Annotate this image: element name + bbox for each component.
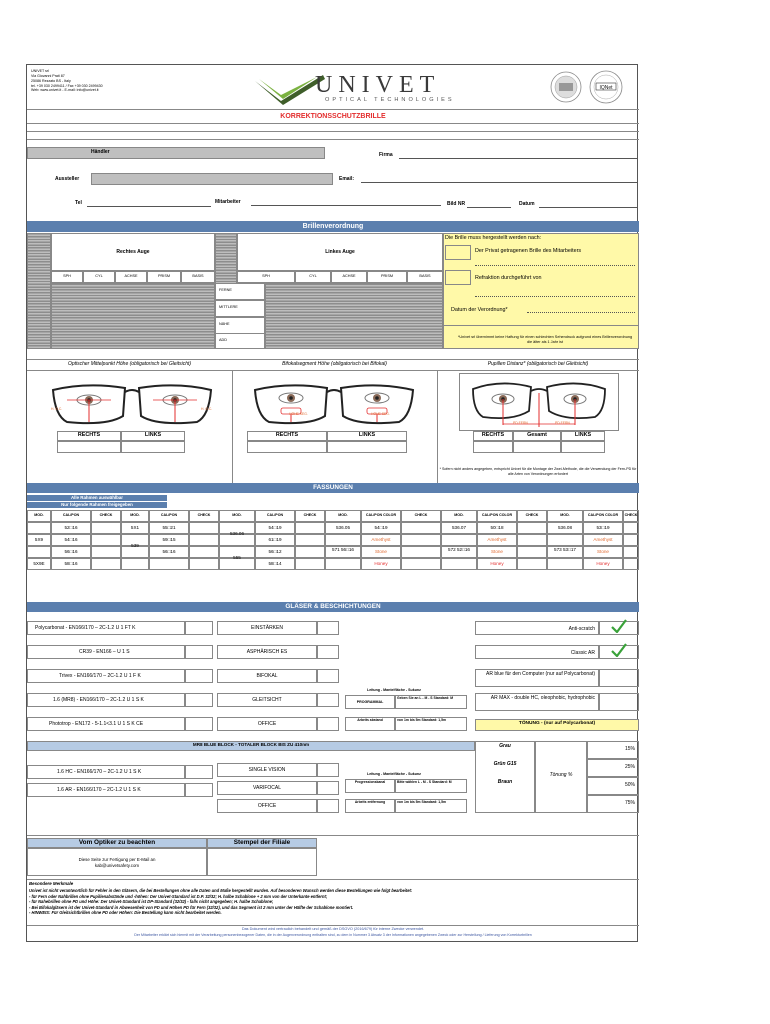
haendler-label: Händler — [91, 149, 110, 155]
frame-check-cell[interactable] — [517, 522, 547, 534]
frames-note-only: Nur folgende Rahmen freigegeben — [27, 502, 167, 508]
company-address — [31, 69, 171, 93]
frame-check-cell[interactable] — [517, 558, 547, 570]
lens-material-check[interactable] — [185, 621, 213, 635]
datum-field[interactable] — [539, 207, 637, 208]
mr8-material-check[interactable] — [185, 765, 213, 779]
frame-check-cell[interactable] — [91, 522, 121, 534]
frames-header: FASSUNGEN — [27, 483, 639, 493]
mitarbeiter-field[interactable] — [251, 205, 441, 206]
frames-col-label: CAL/PON — [62, 513, 80, 517]
checkmark-icon — [611, 643, 627, 657]
option-private-label: Der Privat getragenen Brille des Mitarbeiters — [475, 248, 582, 254]
frame-check-cell[interactable] — [189, 534, 219, 546]
frame-model: 573 53□17 — [554, 547, 576, 552]
bild-nr-field[interactable] — [467, 207, 511, 208]
rx-right-col-label: BASIS — [192, 274, 204, 278]
tint-header: TÖNUNG - (nur auf Polycarbonat) — [518, 721, 596, 726]
form-title: KORREKTIONSSCHUTZBRILLE — [280, 113, 386, 120]
frame-size: 58□14 — [268, 561, 282, 566]
rx-right-col-label: SPH — [63, 274, 71, 278]
frame-size: 56□12 — [268, 549, 282, 554]
optical-center-label: Optischer Mittelpunkt Höhe (obligatorisch bei Gleitsicht) — [67, 361, 192, 367]
frame-size: 61□19 — [268, 537, 282, 542]
prog2-label: Progressionskanal — [354, 780, 386, 784]
bifocal-glasses-icon — [249, 380, 419, 428]
frames-col-label: MOD. — [454, 513, 464, 517]
tel-label: Tel — [75, 200, 82, 206]
frame-cell — [27, 522, 51, 534]
frames-col-label: CHECK — [99, 513, 113, 517]
frames-col-label: CAL/PON COLOR — [587, 513, 619, 517]
frames-col-label: CAL/PON — [160, 513, 178, 517]
privacy-1: Das Dokument wird vertraulich behandelt und gemäß der DSGVO (2016/679) für interne Zwecke verwendet. — [241, 927, 425, 931]
aussteller-label: Aussteller — [55, 176, 80, 182]
frame-model: 5X9E — [33, 561, 45, 566]
frame-size: 54□16 — [64, 537, 78, 542]
oc-right-value[interactable] — [57, 441, 121, 453]
pd-left-label: LINKS — [574, 432, 592, 438]
frame-check-cell[interactable] — [91, 534, 121, 546]
frame-size: 54□19 — [268, 525, 282, 530]
frame-color: Stone — [490, 549, 503, 554]
prog2-opts: Bitte wählen L - M - S Standard: M — [397, 780, 452, 784]
lens-material-check[interactable] — [185, 717, 213, 731]
coating-check[interactable] — [599, 693, 639, 711]
special-line: - Bei Bifokalgläsern ist der Univet-Standard in Abwesenheit von PD und Höhen PD für Fern (32/32), und das Segment ist 2 mm unter der Hälfte der Schablone montiert. — [29, 904, 354, 910]
rx-left-col-label: PRISM — [380, 274, 394, 278]
haendler-field[interactable] — [27, 147, 325, 159]
tint-name: Grün G15 — [493, 761, 517, 767]
special-line: Univet ist nicht verantwortlich für Fehler in den Gläsern, die bei Bestellungen ohne alle Daten und Maße hergestellt wurden. Auf besonderen Wunsch werden diese Bestellungen wie folgt bearbeitet: — [29, 888, 413, 893]
order-form — [26, 64, 638, 942]
tint-pct-value: 25% — [624, 764, 635, 770]
rx-right-col-label: ACHSE — [124, 274, 138, 278]
email-field[interactable] — [361, 182, 637, 183]
lens-type-label: EINSTÄRKEN — [251, 625, 283, 631]
optiker-note: Diese Seite zur Fertigung per E-Mail an kab@univetsafety.com — [78, 857, 156, 868]
frame-model: 555 — [233, 555, 241, 560]
frame-check-cell[interactable] — [295, 522, 325, 534]
stamp-area[interactable] — [207, 848, 317, 876]
frame-model: 536.08 — [557, 525, 573, 530]
pd-right-label: RECHTS — [481, 432, 505, 438]
stempel-label: Stempel der Filiale — [233, 839, 291, 846]
tel-field[interactable] — [87, 206, 211, 207]
lens-material-check[interactable] — [185, 669, 213, 683]
lens-type-check[interactable] — [317, 717, 339, 731]
lens-type-check[interactable] — [317, 645, 339, 659]
frame-model: 536.06 — [229, 531, 245, 536]
lens-material-label: CR39 - EN166 – U 1 S — [79, 649, 130, 655]
rx-left-col-label: BASIS — [419, 274, 431, 278]
frames-col-label: CHECK — [624, 513, 638, 517]
frame-check-cell[interactable] — [623, 534, 639, 546]
pd-right-value[interactable] — [473, 441, 513, 453]
frame-cell — [547, 534, 583, 546]
lens-type-check[interactable] — [317, 669, 339, 683]
frame-check-cell[interactable] — [517, 534, 547, 546]
right-eye-side-hatch — [27, 233, 51, 349]
illus-h-left: H. O.C. — [51, 407, 63, 411]
bf-right-label: RECHTS — [275, 432, 299, 438]
prescription-disclaimer: *Univet srl übernimmt keine Haftung für einen schlechten Sehendruck aufgrund eines Brillenverordnung die älter als 1 Jahr ist — [457, 335, 633, 344]
frame-size: 52□16 — [64, 525, 78, 530]
frame-model: 571 56□16 — [332, 547, 354, 552]
frame-size: 59□15 — [162, 537, 176, 542]
special-title: Besondere Merkmale — [29, 881, 74, 886]
lens-material-label: Polycarbonat - EN166/170 – 2C-1.2 U 1 FT K — [35, 625, 136, 631]
right-eye-label: Rechtes Auge — [116, 249, 150, 255]
tint-pct-value: 15% — [624, 746, 635, 752]
oc-left-value[interactable] — [121, 441, 185, 453]
arbeit2-label: Arbeits entfernung — [354, 800, 386, 804]
frame-model: 5X9 — [34, 537, 44, 542]
mr8-material-label: 1.6 HC - EN166/170 – 2C-1.2 U 1 S K — [57, 769, 142, 775]
special-line: - für Fern oder Nahbrillen ohne Pupillenabstände und -höhen: Der Univet-Standard ist D.P. 32/32; H. halbe Schablone + 2 mm von der Unterkante entfernt; — [29, 893, 328, 899]
frames-col-label: CHECK — [197, 513, 211, 517]
frame-model: 539 — [131, 543, 139, 548]
progressive-title: Leitung - Mantelfläche - Sukunz — [367, 688, 421, 692]
frames-col-label: CAL/PON COLOR — [365, 513, 397, 517]
prescription-date-field[interactable] — [527, 312, 635, 313]
left-eye-label: Linkes Auge — [325, 249, 355, 255]
frame-color: Honey — [374, 561, 388, 566]
frame-model: 536.07 — [451, 525, 467, 530]
tint-name: Braun — [497, 779, 513, 785]
rx-left-col-label: ACHSE — [342, 274, 356, 278]
frame-check-cell[interactable] — [295, 558, 325, 570]
frame-model: 536.05 — [335, 525, 351, 530]
illus-h-right: H. O.C. — [201, 407, 213, 411]
lens-material-label: 1.6 (MR8) - EN166/170 – 2C-1.2 U 1 S K — [53, 697, 144, 703]
frame-check-cell[interactable] — [189, 546, 219, 558]
frame-cell — [441, 534, 477, 546]
coating-label: Classic AR — [570, 650, 595, 656]
coating-check[interactable] — [599, 669, 639, 687]
rx-row-label: FERNE — [219, 288, 232, 292]
special-notes — [29, 888, 637, 916]
frame-size: 55□21 — [162, 525, 176, 530]
frame-size: 56□16 — [64, 549, 78, 554]
address-line: UNIVET srl — [31, 69, 49, 73]
arbeit2-value: von 1m bis 5m Standard: 1,5m — [397, 800, 446, 804]
frame-size: 53□19 — [596, 525, 610, 530]
lens-type-label: BIFOKAL — [256, 673, 278, 679]
bf-left-label: LINKS — [358, 432, 376, 438]
coating-label: Anti-scratch — [568, 626, 595, 632]
prescription-header: Brillenverordnung — [27, 221, 639, 232]
frame-color: Stone — [374, 549, 387, 554]
oc-right-label: RECHTS — [77, 432, 101, 438]
special-line: - für Nahebrillen ohne PD und Höhe: Der Univet-Standard ist DP-Standard (32/32) - falls nicht angegeben; H. halbe Schablone; — [29, 899, 274, 905]
frame-check-cell[interactable] — [91, 546, 121, 558]
frames-col-label: MOD. — [232, 513, 242, 517]
pd-left-value[interactable] — [561, 441, 605, 453]
lens-type-label: GLEITSICHT — [252, 697, 282, 703]
frame-check-cell[interactable] — [401, 558, 441, 570]
pd-total-label: Gesamt — [527, 432, 547, 438]
arbeit-value: von 1m bis 5m Standard: 1,5m — [397, 718, 446, 722]
frames-col-label: MOD. — [34, 513, 44, 517]
oc-left-label: LINKS — [144, 432, 162, 438]
mr8-type-check[interactable] — [317, 799, 339, 813]
frame-cell — [547, 558, 583, 570]
mr8-material-label: 1.6 AR - EN166/170 – 2C-1.2 U 1 S K — [57, 787, 141, 793]
frame-color: Amethyst — [593, 537, 613, 542]
datum-label: Datum — [519, 201, 535, 207]
certification-seal-icon — [542, 69, 634, 105]
frame-cell — [325, 558, 361, 570]
pd-face-icon — [463, 377, 615, 429]
rx-left-col-label: SPH — [262, 274, 270, 278]
rx-row-label: NÄHE — [219, 322, 230, 326]
bifocal-label: Bifokalsegment Höhe (obligatorisch bei Bifokal) — [282, 361, 387, 367]
pd-label: Pupillen Distanz* (obligatorisch bei Gleitsicht) — [487, 361, 589, 367]
bf-right-value[interactable] — [247, 441, 327, 453]
frames-col-label: MOD. — [560, 513, 570, 517]
arbeit-label: Arbeits abstand — [357, 718, 383, 722]
option-private-checkbox[interactable] — [445, 245, 471, 260]
frames-col-label: MOD. — [130, 513, 140, 517]
frame-check-cell[interactable] — [623, 546, 639, 558]
frames-col-label: CHECK — [303, 513, 317, 517]
firma-field[interactable] — [399, 158, 637, 159]
frame-cell — [325, 534, 361, 546]
frame-model: 572 52□16 — [448, 547, 470, 552]
bild-nr-label: Bild NR — [447, 201, 466, 207]
mr8-type-label: SINGLE VISION — [248, 767, 286, 773]
lens-type-label: OFFICE — [257, 721, 277, 727]
address-line: tel. +39 030 2499411 / Fax +39 030 2499430 — [31, 83, 103, 88]
left-eye-value-area — [265, 283, 443, 349]
rx-row-label: MITTLERE — [219, 305, 238, 309]
frames-col-label: CAL/PON COLOR — [481, 513, 513, 517]
frame-check-cell[interactable] — [401, 534, 441, 546]
frame-cell — [149, 558, 189, 570]
frame-check-cell[interactable] — [623, 558, 639, 570]
frame-size: 58□16 — [64, 561, 78, 566]
address-line: Via Giovanni Prati 87 — [31, 73, 65, 78]
bf-left-value[interactable] — [327, 441, 407, 453]
lens-material-label: Phototrop - EN172 - 5-1.1<3.1 U 1 S K CE — [49, 721, 144, 727]
frame-color: Amethyst — [487, 537, 507, 542]
lens-material-label: Trivex - EN166/170 – 2C-1.2 U 1 F K — [59, 673, 141, 679]
coating-label: AR blue für den Computer (nur auf Polycarbonat) — [486, 671, 595, 677]
frame-cell — [441, 558, 477, 570]
frame-color: Honey — [490, 561, 504, 566]
tint-pct-value: 75% — [624, 800, 635, 806]
lens-type-check[interactable] — [317, 621, 339, 635]
progressive-opts: Geben Sie an L - M - S Standard: M — [397, 696, 454, 700]
frame-check-cell[interactable] — [401, 546, 441, 558]
mr8-type-label: VARIFOCAL — [253, 785, 281, 791]
tint-name: Grau — [499, 743, 511, 749]
logo-subtitle: OPTICAL TECHNOLOGIES — [325, 97, 455, 103]
tint-name-col — [475, 741, 535, 813]
privacy-2: Der Mitarbeiter erklärt sich hiermit mit der Verarbeitung personenbezogener Daten, die in der Augenverordnung enthalten sind, zu dem in Nummer 3 Absatz 3 der Informationen angegebenen Zweck oder zur Herstellung / Lieferung von Korrekturbrillen — [134, 933, 532, 937]
lenses-header: GLÄSER & BESCHICHTUNGEN — [27, 602, 639, 612]
frame-size: 56□16 — [162, 549, 176, 554]
illus-seg-right: HÖHE SEG. — [371, 412, 390, 416]
tint-pct-label: Tönung % — [549, 772, 573, 778]
frame-color: Amethyst — [371, 537, 391, 542]
checkmark-icon — [611, 619, 627, 633]
frames-note-all: Alle Rahmen auswählbar — [27, 495, 167, 501]
lens-material-check[interactable] — [185, 693, 213, 707]
tint-pct-value: 50% — [624, 782, 635, 788]
frames-col-label: CHECK — [525, 513, 539, 517]
rx-right-col-label: PRISM — [157, 274, 171, 278]
mr8-material-check[interactable] — [185, 783, 213, 797]
svg-text:IQNet: IQNet — [599, 85, 613, 91]
address-line: Web: www.univet.it - E-mail: info@univet.it — [31, 88, 99, 93]
mr8-type-check[interactable] — [317, 781, 339, 795]
lens-material-check[interactable] — [185, 645, 213, 659]
firma-label: Firma — [379, 152, 393, 158]
email-label: Email: — [339, 176, 355, 182]
frame-color: Stone — [596, 549, 609, 554]
frame-check-cell[interactable] — [295, 546, 325, 558]
frame-check-cell[interactable] — [623, 522, 639, 534]
frame-size: 54□19 — [374, 525, 388, 530]
optical-center-glasses-icon — [47, 380, 217, 428]
frame-cell — [121, 558, 149, 570]
frame-model: 5X1 — [130, 525, 140, 530]
frame-check-cell[interactable] — [189, 522, 219, 534]
lens-type-label: ASPHÄRISCH ES — [246, 649, 288, 655]
programmable-label: PROGRAMMAL — [356, 700, 384, 704]
illus-pd-right: PD FERN — [555, 421, 570, 425]
mr8-label: MR8 BLUE BLOCK - TOTALER BLOCK BIS ZU 410nm — [192, 742, 310, 747]
illus-pd-left: PD FERN — [513, 421, 528, 425]
option-refraction-label: Refraktion durchgeführt von — [475, 275, 542, 281]
logo-text: UNIVET — [315, 72, 441, 98]
frame-check-cell[interactable] — [189, 558, 219, 570]
prog2-title: Leitung - Mantelfläche - Sukunz — [367, 772, 421, 776]
frames-col-label: CHECK — [414, 513, 428, 517]
univet-logo — [253, 71, 483, 105]
prescription-date-label: Datum der Verordnung* — [451, 307, 508, 313]
mitarbeiter-label: Mitarbeiter — [215, 199, 241, 205]
certification-badges — [542, 69, 634, 105]
mr8-type-check[interactable] — [317, 763, 339, 777]
frames-col-label: CAL/PON — [266, 513, 284, 517]
rx-row-label: ADD — [219, 338, 228, 342]
frames-col-label: MOD. — [338, 513, 348, 517]
frame-check-cell[interactable] — [295, 534, 325, 546]
aussteller-field[interactable] — [91, 173, 333, 185]
pd-total-value[interactable] — [513, 441, 561, 453]
mr8-type-label: OFFICE — [257, 803, 277, 809]
special-line: - HINWEIS: Für Gleitsichtbrillen ohne PD oder Höhen: Die Bestellung kann nicht bearbeitet werden. — [29, 910, 222, 916]
frame-color: Honey — [596, 561, 610, 566]
pd-note: * Sofern nicht anders angegeben, entspricht Univet für die Montage der Zwei-Methode, die die Verwendung der Fern-PD für alle Arten von Verordnungen erfordert — [439, 467, 637, 476]
right-eye-value-area — [51, 283, 215, 349]
frame-check-cell[interactable] — [91, 558, 121, 570]
frame-cell — [27, 546, 51, 558]
address-line: 25086 Rezzato BS - Italy — [31, 78, 71, 83]
prescription-note-title: Die Brille muss hergestellt werden nach: — [445, 235, 542, 241]
frame-check-cell[interactable] — [517, 546, 547, 558]
frame-size: 50□18 — [490, 525, 504, 530]
illus-seg-left: HÖHE SEG. — [289, 412, 308, 416]
rx-right-col-label: CYL — [95, 274, 103, 278]
rx-left-col-label: CYL — [309, 274, 317, 278]
coating-label: AR MAX - double HC, oleophobic, hydrophobic — [490, 695, 595, 701]
optiker-label: Vom Optiker zu beachten — [78, 839, 156, 846]
lens-type-check[interactable] — [317, 693, 339, 707]
option-refraction-checkbox[interactable] — [445, 270, 471, 285]
frame-check-cell[interactable] — [401, 522, 441, 534]
